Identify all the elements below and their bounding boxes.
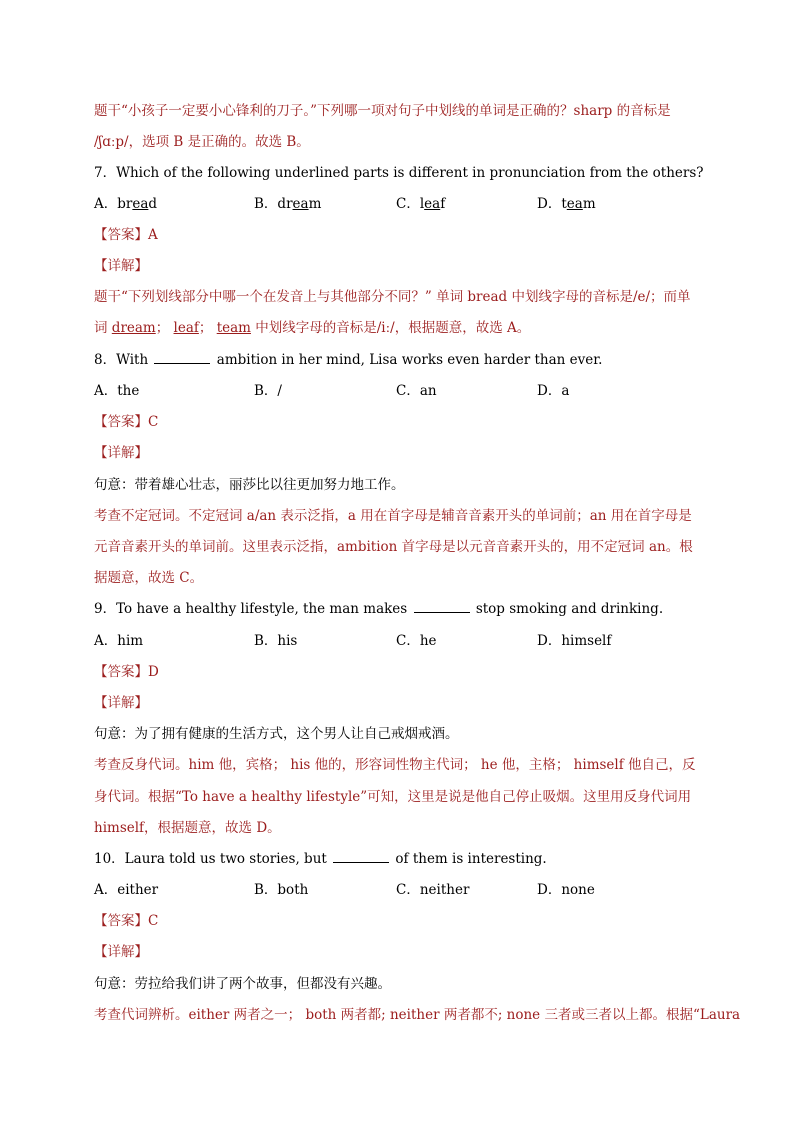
- q10-detail-heading: 【详解】: [94, 944, 148, 960]
- q8-answer: 【答案】C: [94, 414, 159, 430]
- q7-stem: 7．Which of the following underlined parts is different in pronunciation from the others?: [94, 165, 704, 181]
- underlined-part: ea: [132, 196, 149, 212]
- stem-text: 9．To have a healthy lifestyle, the man makes: [94, 601, 408, 617]
- q9-option-c: C．he: [396, 633, 437, 649]
- q10-meaning: 句意：劳拉给我们讲了两个故事，但都没有兴趣。: [94, 976, 391, 992]
- q9-explanation-line-2: 身代词。根据“To have a healthy lifestyle”可知，这里是说是他自己停止吸烟。这里用反身代词用: [94, 789, 692, 805]
- stem-text: ambition in her mind, Lisa works even harder than ever.: [216, 352, 603, 368]
- q10-explanation-line-1: 考查代词辨析。either 两者之一； both 两者都; neither 两者都不; none 三者或三者以上都。根据“Laura: [94, 1007, 741, 1023]
- answer-blank: [154, 350, 210, 364]
- q9-option-b: B．his: [254, 633, 298, 649]
- q8-explanation-line-1: 考查不定冠词。不定冠词 a/an 表示泛指，a 用在首字母是辅音音素开头的单词前；an 用在首字母是: [94, 508, 692, 524]
- q9-stem: [94, 599, 663, 619]
- option-text: dr: [277, 196, 293, 212]
- word-team: team: [216, 320, 251, 336]
- q10-option-b: B．both: [254, 882, 309, 898]
- option-label: D．: [537, 196, 562, 212]
- q8-detail-heading: 【详解】: [94, 445, 148, 461]
- answer-blank: [414, 599, 470, 613]
- q10-stem: [94, 849, 547, 869]
- option-text: m: [582, 196, 596, 212]
- text: ；: [155, 320, 174, 336]
- q8-option-d: D．a: [537, 383, 570, 399]
- q7-option-c: [396, 194, 445, 214]
- q7-answer: 【答案】A: [94, 227, 158, 243]
- q7-option-a: [94, 194, 157, 214]
- option-text: m: [308, 196, 322, 212]
- q8-explanation-line-2: 元音音素开头的单词前。这里表示泛指，ambition 首字母是以元音音素开头的，用不定冠词 an。根: [94, 539, 693, 555]
- q7-explanation-line-1: 题干“下列划线部分中哪一个在发音上与其他部分不同？” 单词 bread 中划线字母的音标是/e/；而单: [94, 289, 691, 305]
- q9-answer: 【答案】D: [94, 664, 159, 680]
- stem-text: 8．With: [94, 352, 149, 368]
- q9-option-a: A．him: [94, 633, 144, 649]
- underlined-part: ea: [424, 196, 441, 212]
- option-text: t: [561, 196, 567, 212]
- underlined-part: ea: [566, 196, 583, 212]
- word-dream: dream: [111, 320, 156, 336]
- option-text: f: [440, 196, 446, 212]
- q9-meaning: 句意：为了拥有健康的生活方式，这个男人让自己戒烟戒酒。: [94, 726, 459, 742]
- q6-explanation-line-1: 题干“小孩子一定要小心锋利的刀子。”下列哪一项对句子中划线的单词是正确的？sharp 的音标是: [94, 103, 671, 119]
- q10-option-a: A．either: [94, 882, 159, 898]
- q9-explanation-line-3: himself，根据题意，故选 D。: [94, 820, 281, 836]
- option-label: B．: [254, 196, 278, 212]
- stem-text: stop smoking and drinking.: [475, 601, 664, 617]
- q7-explanation-line-2: [94, 318, 530, 338]
- q8-option-a: A．the: [94, 383, 140, 399]
- option-text: l: [419, 196, 425, 212]
- q10-answer: 【答案】C: [94, 913, 159, 929]
- q9-explanation-line-1: 考查反身代词。him 他，宾格； his 他的，形容词性物主代词； he 他，主格； himself 他自己，反: [94, 757, 696, 773]
- q7-option-b: [254, 194, 321, 214]
- q6-explanation-line-2: /ʃɑːp/，选项 B 是正确的。故选 B。: [94, 134, 310, 150]
- q7-detail-heading: 【详解】: [94, 258, 148, 274]
- q8-explanation-line-3: 据题意，故选 C。: [94, 570, 204, 586]
- q10-option-c: C．neither: [396, 882, 470, 898]
- text: 中划线字母的音标是/iː/，根据题意，故选 A。: [250, 320, 531, 336]
- q8-option-b: B．/: [254, 383, 282, 399]
- q9-detail-heading: 【详解】: [94, 695, 148, 711]
- text: 词: [94, 320, 112, 336]
- q8-option-c: C．an: [396, 383, 437, 399]
- option-label: A．: [94, 196, 118, 212]
- q8-meaning: 句意：带着雄心壮志，丽莎比以往更加努力地工作。: [94, 477, 405, 493]
- option-label: C．: [396, 196, 420, 212]
- option-text: br: [117, 196, 133, 212]
- text: ；: [198, 320, 217, 336]
- q7-option-d: [537, 194, 596, 214]
- q10-option-d: D．none: [537, 882, 595, 898]
- word-leaf: leaf: [173, 320, 199, 336]
- q9-option-d: D．himself: [537, 633, 612, 649]
- underlined-part: ea: [292, 196, 309, 212]
- q8-stem: [94, 350, 602, 370]
- stem-text: 10．Laura told us two stories, but: [94, 851, 327, 867]
- answer-blank: [333, 849, 389, 863]
- option-text: d: [148, 196, 158, 212]
- stem-text: of them is interesting.: [395, 851, 547, 867]
